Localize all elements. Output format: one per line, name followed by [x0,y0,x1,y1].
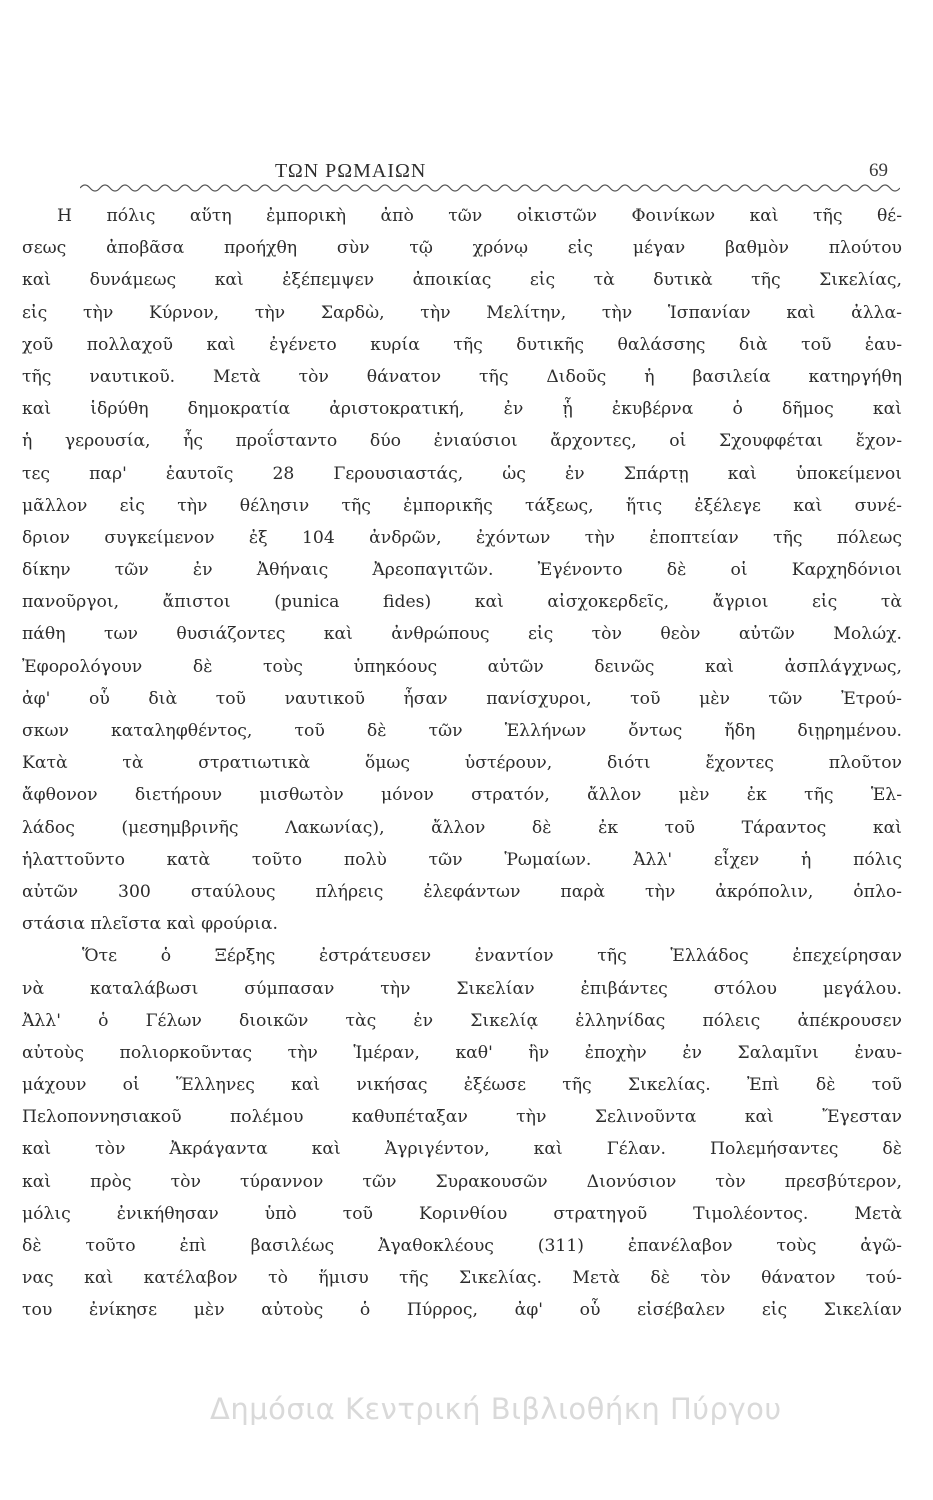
text-line: καὶ δυνάμεως καὶ ἐξέπεμψεν ἀποικίας εἰς τὰ δυτικὰ τῆς Σικελίας, [22,270,902,291]
text-line: καὶ τὸν Ἀκράγαντα καὶ Ἀγριγέντον, καὶ Γέλαν. Πολεμήσαντες δὲ [22,1139,902,1160]
text-line: ἄφθονον διετήρουν μισθωτὸν μόνον στρατόν, ἄλλον μὲν ἐκ τῆς Ἑλ- [22,785,902,806]
text-line: μάχουν οἱ Ἕλληνες καὶ νικήσας ἐξέωσε τῆς Σικελίας. Ἐπὶ δὲ τοῦ [22,1075,902,1096]
wavy-rule [80,180,900,196]
text-line: δίκην τῶν ἐν Ἀθήναις Ἀρεοπαγιτῶν. Ἐγένοντο δὲ οἱ Καρχηδόνιοι [22,560,902,581]
text-line: σεως ἀποβᾶσα προήχθη σὺν τῷ χρόνῳ εἰς μέγαν βαθμὸν πλούτου [22,238,902,259]
running-title: ΤΩΝ ΡΩΜΑΙΩΝ [275,160,427,182]
text-line: Ἀλλ' ὁ Γέλων διοικῶν τὰς ἐν Σικελίᾳ ἑλληνίδας πόλεις ἀπέκρουσεν [22,1010,902,1031]
text-line: αὐτῶν 300 σταύλους πλήρεις ἐλεφάντων παρὰ τὴν ἀκρόπολιν, ὁπλο- [22,881,902,902]
text-line: Πελοποννησιακοῦ πολέμου καθυπέταξαν τὴν Σελινοῦντα καὶ Ἔγεσταν [22,1107,902,1128]
text-line: αὐτοὺς πολιορκοῦντας τὴν Ἱμέραν, καθ' ἣν ἐποχὴν ἐν Σαλαμῖνι ἐναυ- [22,1042,902,1063]
text-line: μᾶλλον εἰς τὴν θέλησιν τῆς ἐμπορικῆς τάξεως, ἥτις ἐξέλεγε καὶ συνέ- [22,495,902,516]
text-line: ἡλαττοῦντο κατὰ τοῦτο πολὺ τῶν Ῥωμαίων. Ἀλλ' εἶχεν ἡ πόλις [22,849,902,870]
text-line: πάθη των θυσιάζοντες καὶ ἀνθρώπους εἰς τὸν θεὸν αὐτῶν Μολώχ. [22,624,902,645]
text-line: δριον συγκείμενον ἐξ 104 ἀνδρῶν, ἐχόντων τὴν ἐποπτείαν τῆς πόλεως [22,527,902,548]
text-line: τῆς ναυτικοῦ. Μετὰ τὸν θάνατον τῆς Διδοῦς ἡ βασιλεία κατηργήθη [22,366,902,387]
text-line: νὰ καταλάβωσι σύμπασαν τὴν Σικελίαν ἐπιβάντες στόλου μεγάλου. [22,978,902,999]
text-line: στάσια πλεῖστα καὶ φρούρια. [22,914,278,935]
text-line: τες παρ' ἑαυτοῖς 28 Γερουσιαστάς, ὡς ἐν Σπάρτῃ καὶ ὑποκείμενοι [22,463,902,484]
text-line: λάδος (μεσημβρινῆς Λακωνίας), ἄλλον δὲ ἐκ τοῦ Τάραντος καὶ [22,817,902,838]
text-line: του ἐνίκησε μὲν αὐτοὺς ὁ Πύρρος, ἀφ' οὗ εἰσέβαλεν εἰς Σικελίαν [22,1300,902,1321]
text-line: Κατὰ τὰ στρατιωτικὰ ὅμως ὑστέρουν, διότι ἔχοντες πλοῦτον [22,753,902,774]
text-line: μόλις ἐνικήθησαν ὑπὸ τοῦ Κορινθίου στρατηγοῦ Τιμολέοντος. Μετὰ [22,1203,902,1224]
text-line: Ἐφορολόγουν δὲ τοὺς ὑπηκόους αὐτῶν δεινῶς καὶ ἀσπλάγχνως, [22,656,902,677]
text-line: καὶ ἱδρύθη δημοκρατία ἀριστοκρατική, ἐν ᾗ ἐκυβέρνα ὁ δῆμος καὶ [22,399,902,420]
text-line: σκων καταληφθέντος, τοῦ δὲ τῶν Ἑλλήνων ὄντως ἤδη διῃρημένου. [22,721,902,741]
text-line: χοῦ πολλαχοῦ καὶ ἐγένετο κυρία τῆς δυτικῆς θαλάσσης διὰ τοῦ ἑαυ- [22,334,902,355]
text-line: δὲ τοῦτο ἐπὶ βασιλέως Ἀγαθοκλέους (311) ἐπανέλαβον τοὺς ἀγῶ- [22,1236,902,1256]
text-line: νας καὶ κατέλαβον τὸ ἥμισυ τῆς Σικελίας. Μετὰ δὲ τὸν θάνατον τού- [22,1268,902,1289]
text-line: ἀφ' οὗ διὰ τοῦ ναυτικοῦ ἦσαν πανίσχυροι, τοῦ μὲν τῶν Ἐτρού- [22,688,902,709]
library-watermark: Δημόσια Κεντρική Βιβλιοθήκη Πύργου [210,1392,782,1426]
text-line: καὶ πρὸς τὸν τύραννον τῶν Συρακουσῶν Διονύσιον τὸν πρεσβύτερον, [22,1171,902,1192]
text-line: εἰς τὴν Κύρνον, τὴν Σαρδὼ, τὴν Μελίτην, τὴν Ἱσπανίαν καὶ ἀλλα- [22,302,902,323]
body-text [22,200,902,1327]
text-line: ἡ γερουσία, ἧς προΐσταντο δύο ἐνιαύσιοι ἄρχοντες, οἱ Σχουφφέται ἔχον- [22,431,902,452]
text-line: πανοῦργοι, ἄπιστοι (punica fides) καὶ αἰσχοκερδεῖς, ἄγριοι εἰς τὰ [22,592,902,613]
page-number: 69 [869,160,888,181]
text-line: Η πόλις αὕτη ἐμπορικὴ ἀπὸ τῶν οἰκιστῶν Φοινίκων καὶ τῆς θέ- [57,206,902,226]
text-line: Ὅτε ὁ Ξέρξης ἐστράτευσεν ἐναντίον τῆς Ἑλλάδος ἐπεχείρησαν [82,946,902,967]
